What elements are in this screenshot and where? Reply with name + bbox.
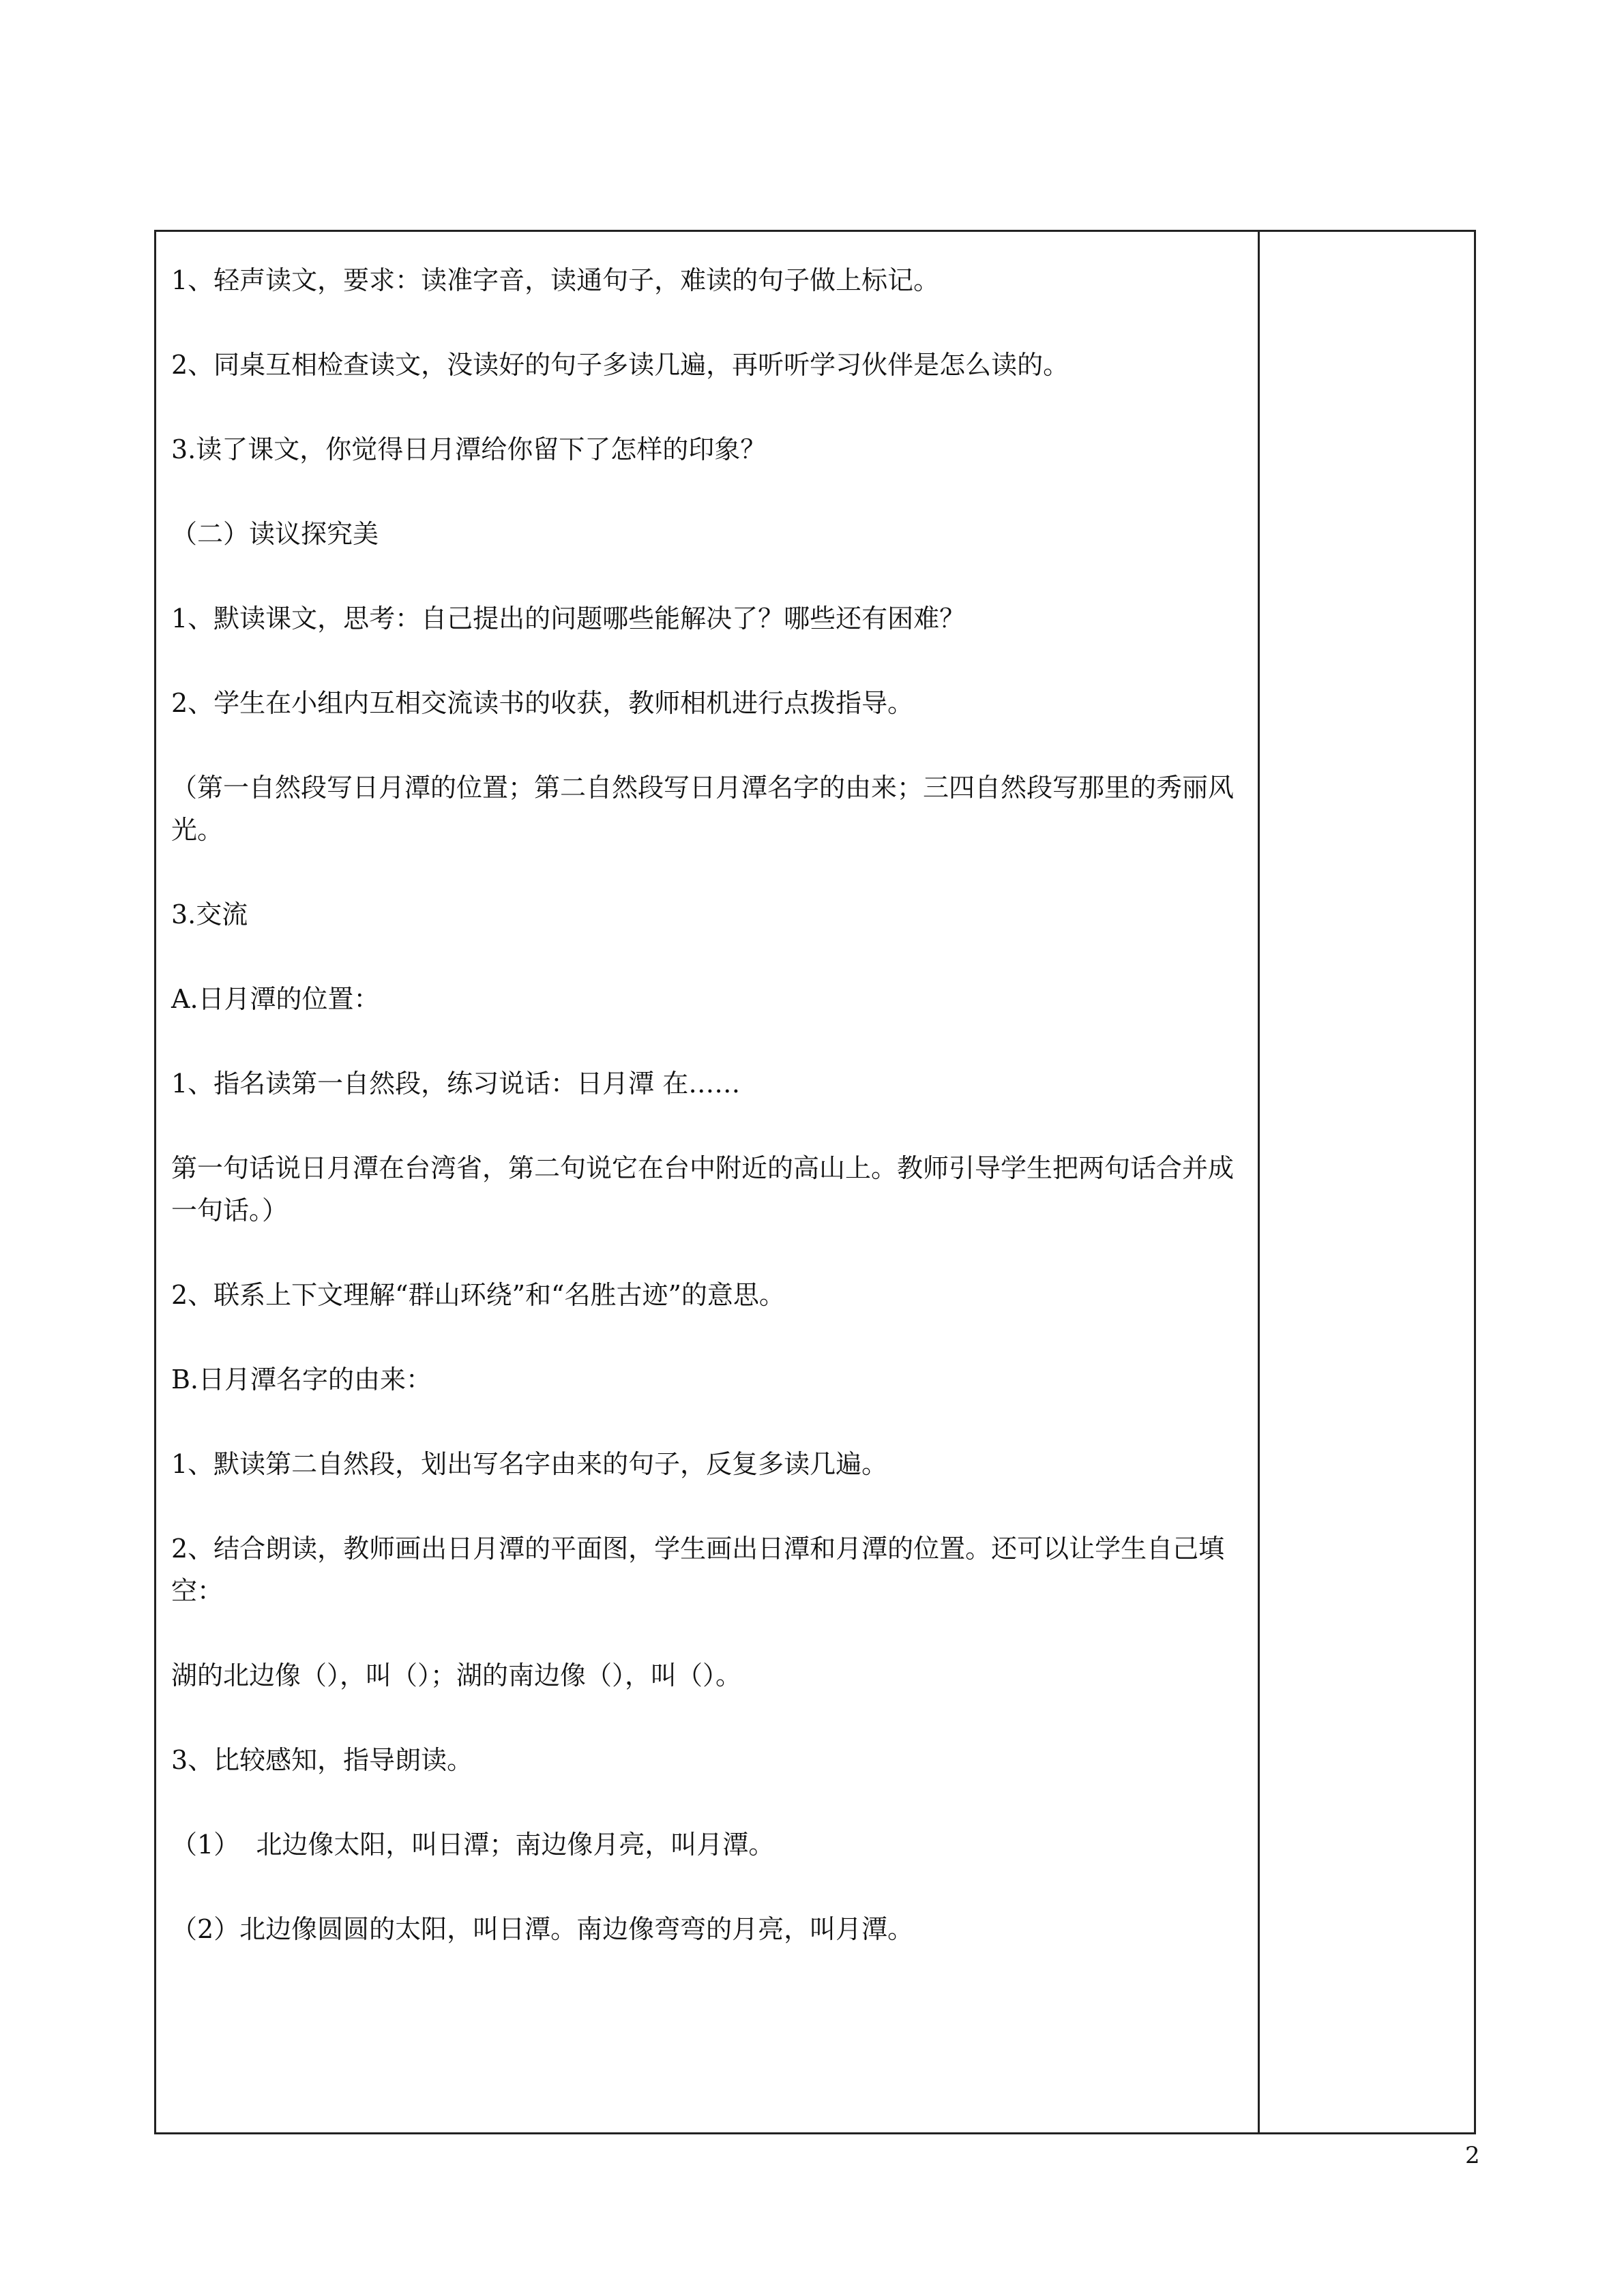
paragraph: 1、默读课文，思考：自己提出的问题哪些能解决了？哪些还有困难？: [171, 603, 966, 633]
paragraph: 3.交流: [171, 899, 248, 929]
fill-in-blank: 湖的北边像（），叫（）；湖的南边像（），叫（）。: [171, 1660, 742, 1690]
paragraph: 第一句话说日月潭在台湾省，第二句说它在台中附近的高山上。教师引导学生把两句话合并成一句话。）: [171, 1153, 1235, 1225]
paragraph: 3、比较感知，指导朗读。: [171, 1745, 473, 1775]
paragraph: 1、轻声读文，要求：读准字音，读通句子，难读的句子做上标记。: [171, 265, 940, 295]
paragraph: 2、联系上下文理解“群山环绕”和“名胜古迹”的意思。: [171, 1280, 785, 1310]
paragraph: 2、学生在小组内互相交流读书的收获，教师相机进行点拨指导。: [171, 688, 914, 718]
paragraph: 2、同桌互相检查读文，没读好的句子多读几遍，再听听学习伙伴是怎么读的。: [171, 350, 1069, 380]
subsection-heading: B.日月潭名字的由来：: [171, 1365, 432, 1395]
section-heading: （二）读议探究美: [171, 519, 379, 549]
lesson-content-cell: [171, 259, 1242, 1993]
paragraph: 1、默读第二自然段，划出写名字由来的句子，反复多读几遍。: [171, 1449, 888, 1479]
paragraph: 2、结合朗读，教师画出日月潭的平面图，学生画出日潭和月潭的位置。还可以让学生自己填空：: [171, 1534, 1225, 1606]
column-divider: [1258, 232, 1260, 2132]
paragraph: （第一自然段写日月潭的位置；第二自然段写日月潭名字的由来；三四自然段写那里的秀丽风光。: [171, 773, 1235, 845]
paragraph: （2）北边像圆圆的太阳，叫日潭。南边像弯弯的月亮，叫月潭。: [171, 1914, 914, 1944]
paragraph: 1、指名读第一自然段，练习说话：日月潭 在……: [171, 1069, 741, 1099]
page-number: 2: [1465, 2142, 1480, 2169]
paragraph: 3.读了课文，你觉得日月潭给你留下了怎样的印象？: [171, 434, 767, 464]
lesson-table: [154, 230, 1476, 2134]
subsection-heading: A.日月潭的位置：: [171, 984, 380, 1014]
paragraph: （1） 北边像太阳，叫日潭；南边像月亮，叫月潭。: [171, 1830, 775, 1860]
